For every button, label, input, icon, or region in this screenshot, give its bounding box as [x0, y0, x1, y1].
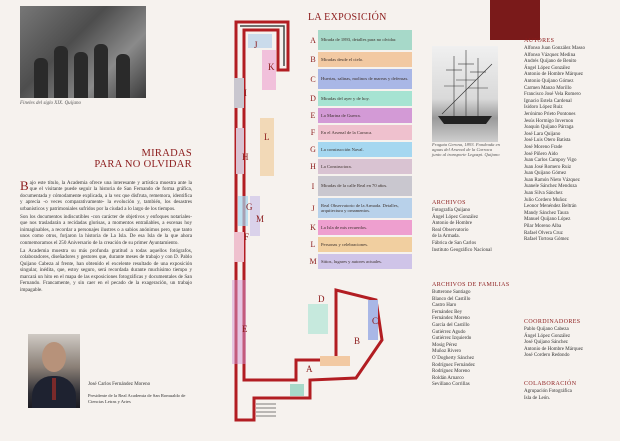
- list-item: Instituto Geográfico Nacional: [432, 247, 492, 253]
- map-letter-a: A: [306, 364, 313, 374]
- archives-list: [432, 208, 492, 254]
- list-item: Isidoro López Ruiz: [524, 105, 563, 111]
- list-item: Alfonso Vázquez Medina: [524, 52, 576, 58]
- accent-block: [490, 0, 540, 40]
- list-item: Antonio de Hombre: [432, 221, 472, 227]
- list-item: Sevillano Corrillas: [432, 382, 470, 388]
- list-item: Carmen Manzo Morillo: [524, 85, 572, 91]
- collaboration-list: [524, 389, 572, 402]
- map-letter-j: J: [254, 40, 258, 50]
- list-item: Juan Ramón Nieto Vázquez: [524, 177, 580, 183]
- legend-row-j: [308, 198, 412, 218]
- list-item: Rodríguez Moreno: [432, 369, 470, 375]
- legend-letter: J: [311, 203, 315, 213]
- list-item: Gutiérrez Agudo: [432, 329, 466, 335]
- list-item: Rodríguez Fernández: [432, 362, 475, 368]
- legend-label: Miradas del ayer y de hoy.: [318, 91, 412, 106]
- map-letter-m: M: [256, 214, 265, 224]
- list-item: García del Castillo: [432, 322, 470, 328]
- list-item: José Piñero Aido: [524, 151, 558, 157]
- zone-f: [234, 232, 244, 262]
- exhibition-title: LA EXPOSICIÓN: [308, 12, 387, 23]
- list-item: José Lara Quijano: [524, 131, 561, 137]
- map-letter-l: L: [264, 132, 270, 142]
- list-item: Fernández Bey: [432, 309, 463, 315]
- list-item: Alfonso Juan González Masso: [524, 46, 585, 51]
- entrance-stairs: [256, 404, 276, 416]
- list-item: Andrés Quijano de Benito: [524, 59, 577, 65]
- paragraph-3: La Academia muestra su más profunda gratitud a todas aquellos fotógrafos, colaboradores, diseñadores y gestores que, durante meses de trabajo y con D. Pablo Quijano Cabeza al frente, han obtenido el excelente resultado de una exposición singular, inédita, que, estoy seguro, será recordada durante muchísimo tiempo y marcará un hito en el mapa de las exposiciones fotográficas y documentales de San Fernando. Francamente, y sin caer en el pecado de la exageración, un trabajo impagable.: [20, 248, 192, 293]
- map-letter-k: K: [268, 62, 275, 72]
- list-item: Isla de León.: [524, 395, 550, 401]
- legend-label: En el Arsenal de la Carraca.: [318, 125, 412, 140]
- legend-letter: B: [310, 55, 316, 64]
- list-item: Rafael Tortosa Gómez: [524, 237, 569, 243]
- list-item: Gutiérrez Izquierdo: [432, 336, 472, 342]
- legend-row-c: [308, 69, 412, 89]
- legend-row-d: [308, 91, 412, 106]
- intro-text: [20, 180, 192, 295]
- authors-heading: AUTORES: [524, 38, 555, 44]
- list-item: Mandy Sánchez Taura: [524, 210, 569, 216]
- exhibition-column: [196, 0, 418, 441]
- legend-letter: K: [310, 223, 316, 232]
- list-item: Juan Quijano Gómez: [524, 171, 567, 177]
- legend-label: Miradas desde el cielo.: [318, 52, 412, 67]
- list-item: Ángel López González: [524, 333, 571, 339]
- list-item: Fernández Moreno: [432, 316, 470, 322]
- legend-row-g: [308, 142, 412, 157]
- list-item: Muñoz Rivero: [432, 349, 462, 355]
- collaboration-heading: COLABORACIÓN: [524, 381, 577, 387]
- historic-photo: [20, 6, 146, 98]
- zone-a: [290, 384, 304, 396]
- list-item: Pablo Quijano Cabeza: [524, 327, 569, 332]
- families-heading: ARCHIVOS DE FAMILIAS: [432, 282, 510, 288]
- zone-i: [234, 78, 244, 108]
- signer-name: José Carlos Fernández Moreno: [88, 382, 151, 387]
- legend-letter: E: [310, 111, 316, 120]
- list-item: Ignacio Estela Cardenal: [524, 98, 572, 104]
- list-item: Agrupación Fotográfica: [524, 389, 572, 394]
- list-item: Ángel López González: [432, 214, 479, 220]
- legend-row-m: [308, 254, 412, 269]
- left-column: [0, 0, 196, 441]
- paragraph-1: ajo este título, la Academia ofrece una interesante y artística muestra ante la que el visitante puede seguir la historia de San Fernando de forma gráfica, documentada y cómodamente explicada, a la vez que disfruta, rememora, identifica y aprecia -o veces comparativamente- la evolución y, también, los desastres urbanísticos y patrimoniales sufridos por la ciudad a lo largo de los tiempos.: [20, 180, 192, 212]
- list-item: Juan Silva Sánchez: [524, 191, 563, 197]
- list-item: Antonio de Hombre Márquez: [524, 72, 584, 78]
- legend-letter: M: [309, 257, 317, 266]
- legend-label: La Isla de mis recuerdos.: [318, 220, 412, 235]
- legend-letter: I: [311, 181, 315, 191]
- map-letter-f: F: [244, 232, 250, 242]
- zone-l: [260, 118, 274, 176]
- list-item: Antonio Quijano Gómez: [524, 78, 574, 84]
- coordinators-list: [524, 327, 583, 360]
- drop-cap: B: [20, 178, 29, 193]
- list-item: Mosig Pérez: [432, 342, 458, 348]
- list-item: Juan José Romero Ruiz: [524, 164, 572, 170]
- legend-label: La Constructora.: [318, 159, 412, 174]
- legend-letter: H: [310, 162, 316, 171]
- map-letter-d: D: [318, 294, 325, 304]
- legend-label: Real Observatorio de la Armada. Detalles, arquitectura y ornamentos.: [318, 198, 412, 218]
- zone-e: [232, 280, 246, 364]
- list-item: José Luis Otero Batista: [524, 138, 571, 144]
- list-item: José Quijano Sánchez: [524, 340, 568, 346]
- list-item: Fábrica de San Carlos: [432, 240, 477, 246]
- legend-letter: C: [310, 74, 316, 84]
- legend-row-k: [308, 220, 412, 235]
- list-item: Roldán Arnarco: [432, 375, 464, 381]
- list-item: Ángel López González: [524, 65, 571, 71]
- photo-caption: Fineles del siglo XIX. Quijano: [20, 101, 81, 106]
- list-item: Jesús Hormigo Invernon: [524, 118, 574, 124]
- list-item: O´Dogherty Sánchez: [432, 355, 475, 361]
- ship-caption: Fragata Gerona, 1893. Fondeada en aguas del Arsenal de la Carraca junto al transporte Legazpi. Quijano: [432, 142, 500, 158]
- families-list: [432, 290, 475, 389]
- map-letter-e: E: [242, 324, 248, 334]
- legend-letter: G: [310, 145, 316, 154]
- legend-row-h: [308, 159, 412, 174]
- credits-column: [418, 0, 620, 441]
- title-line-2: PARA NO OLVIDAR: [94, 159, 192, 170]
- legend-letter: F: [310, 128, 316, 137]
- page-title: [20, 148, 192, 170]
- zone-b: [320, 356, 350, 366]
- archives-heading: ARCHIVOS: [432, 200, 466, 206]
- map-letter-b: B: [354, 336, 361, 346]
- legend-label: Sitios, lugares y autores actuales.: [318, 254, 412, 269]
- list-item: Francisco José Vela Romero: [524, 92, 581, 98]
- list-item: Fotografía Quijano: [432, 208, 471, 213]
- zone-j: [248, 34, 272, 48]
- list-item: Antonio de Hombre Márquez: [524, 346, 584, 352]
- legend-row-f: [308, 125, 412, 140]
- legend-row-b: [308, 52, 412, 67]
- list-item: Butterone Santiago: [432, 290, 471, 295]
- map-letter-c: C: [372, 316, 379, 326]
- authors-list: [524, 46, 585, 244]
- zone-d: [308, 304, 328, 334]
- legend-row-l: [308, 237, 412, 252]
- legend-row-e: [308, 108, 412, 123]
- frigate-photo: [432, 46, 498, 142]
- map-letter-g: G: [246, 202, 253, 212]
- legend-label: Huertas, salinas, molinos de mareas y defensas.: [318, 69, 412, 89]
- legend-label: Personas y celebraciones.: [318, 237, 412, 252]
- list-item: Leonor Menéndez Beltrán: [524, 204, 577, 210]
- paragraph-2: Son los documentos indiscutibles -con carácter de objetivos y enfoques notariales- que nos trasladarán a recidadas glorisas, a momentos entrañables, a escenas hoy inimaginables, a recordar a personajes ilustres o a sabios anónimos pero, que tanto unos como otros, forjaron la historia de La Isla. De esa Isla de la que ahora conmemoramos el 250 Aniversario de la creación de su primer Ayuntamiento.: [20, 214, 192, 246]
- list-item: Real Observatorio: [432, 227, 469, 233]
- list-item: Rafael Olvera Cruz: [524, 230, 563, 236]
- zone-legend: [308, 30, 412, 271]
- legend-letter: A: [310, 35, 316, 45]
- list-item: José Moreno Frade: [524, 144, 563, 150]
- legend-row-i: [308, 176, 412, 196]
- list-item: Julio Cordero Muñoz: [524, 197, 567, 203]
- legend-letter: D: [310, 94, 316, 103]
- list-item: José Cordero Redondo: [524, 353, 570, 359]
- list-item: Joaquín Quijano Párraga: [524, 125, 574, 131]
- list-item: Juan Carlos Campoy Vigo: [524, 158, 577, 164]
- list-item: Pilar Moreno Alba: [524, 224, 562, 230]
- list-item: Blanco del Castillo: [432, 296, 471, 302]
- zone-h: [236, 128, 244, 174]
- signer-role: Presidente de la Real Academia de San Romualdo de Ciencias Letras y Artes: [88, 393, 186, 404]
- legend-letter: L: [310, 240, 316, 249]
- legend-label: Mirada de 1893, detalles para no olvidar.: [318, 30, 412, 50]
- list-item: de la Armada.: [432, 234, 460, 240]
- president-portrait: [28, 334, 80, 408]
- list-item: Manuel Quijano López: [524, 217, 571, 223]
- map-letter-h: H: [242, 152, 249, 162]
- list-item: Jerónimo Prieto Pontones: [524, 111, 576, 117]
- legend-label: La Marina de Guerra.: [318, 108, 412, 123]
- coordinators-heading: COORDINADORES: [524, 319, 581, 325]
- map-letter-i: I: [244, 88, 247, 98]
- legend-label: Miradas de la calle Real en 70 años.: [318, 176, 412, 196]
- list-item: Castro Haro: [432, 303, 457, 309]
- title-line-1: MIRADAS: [141, 148, 192, 159]
- legend-row-a: [308, 30, 412, 50]
- list-item: Juanele Sánchez Mendoza: [524, 184, 577, 190]
- legend-label: La construcción Naval.: [318, 142, 412, 157]
